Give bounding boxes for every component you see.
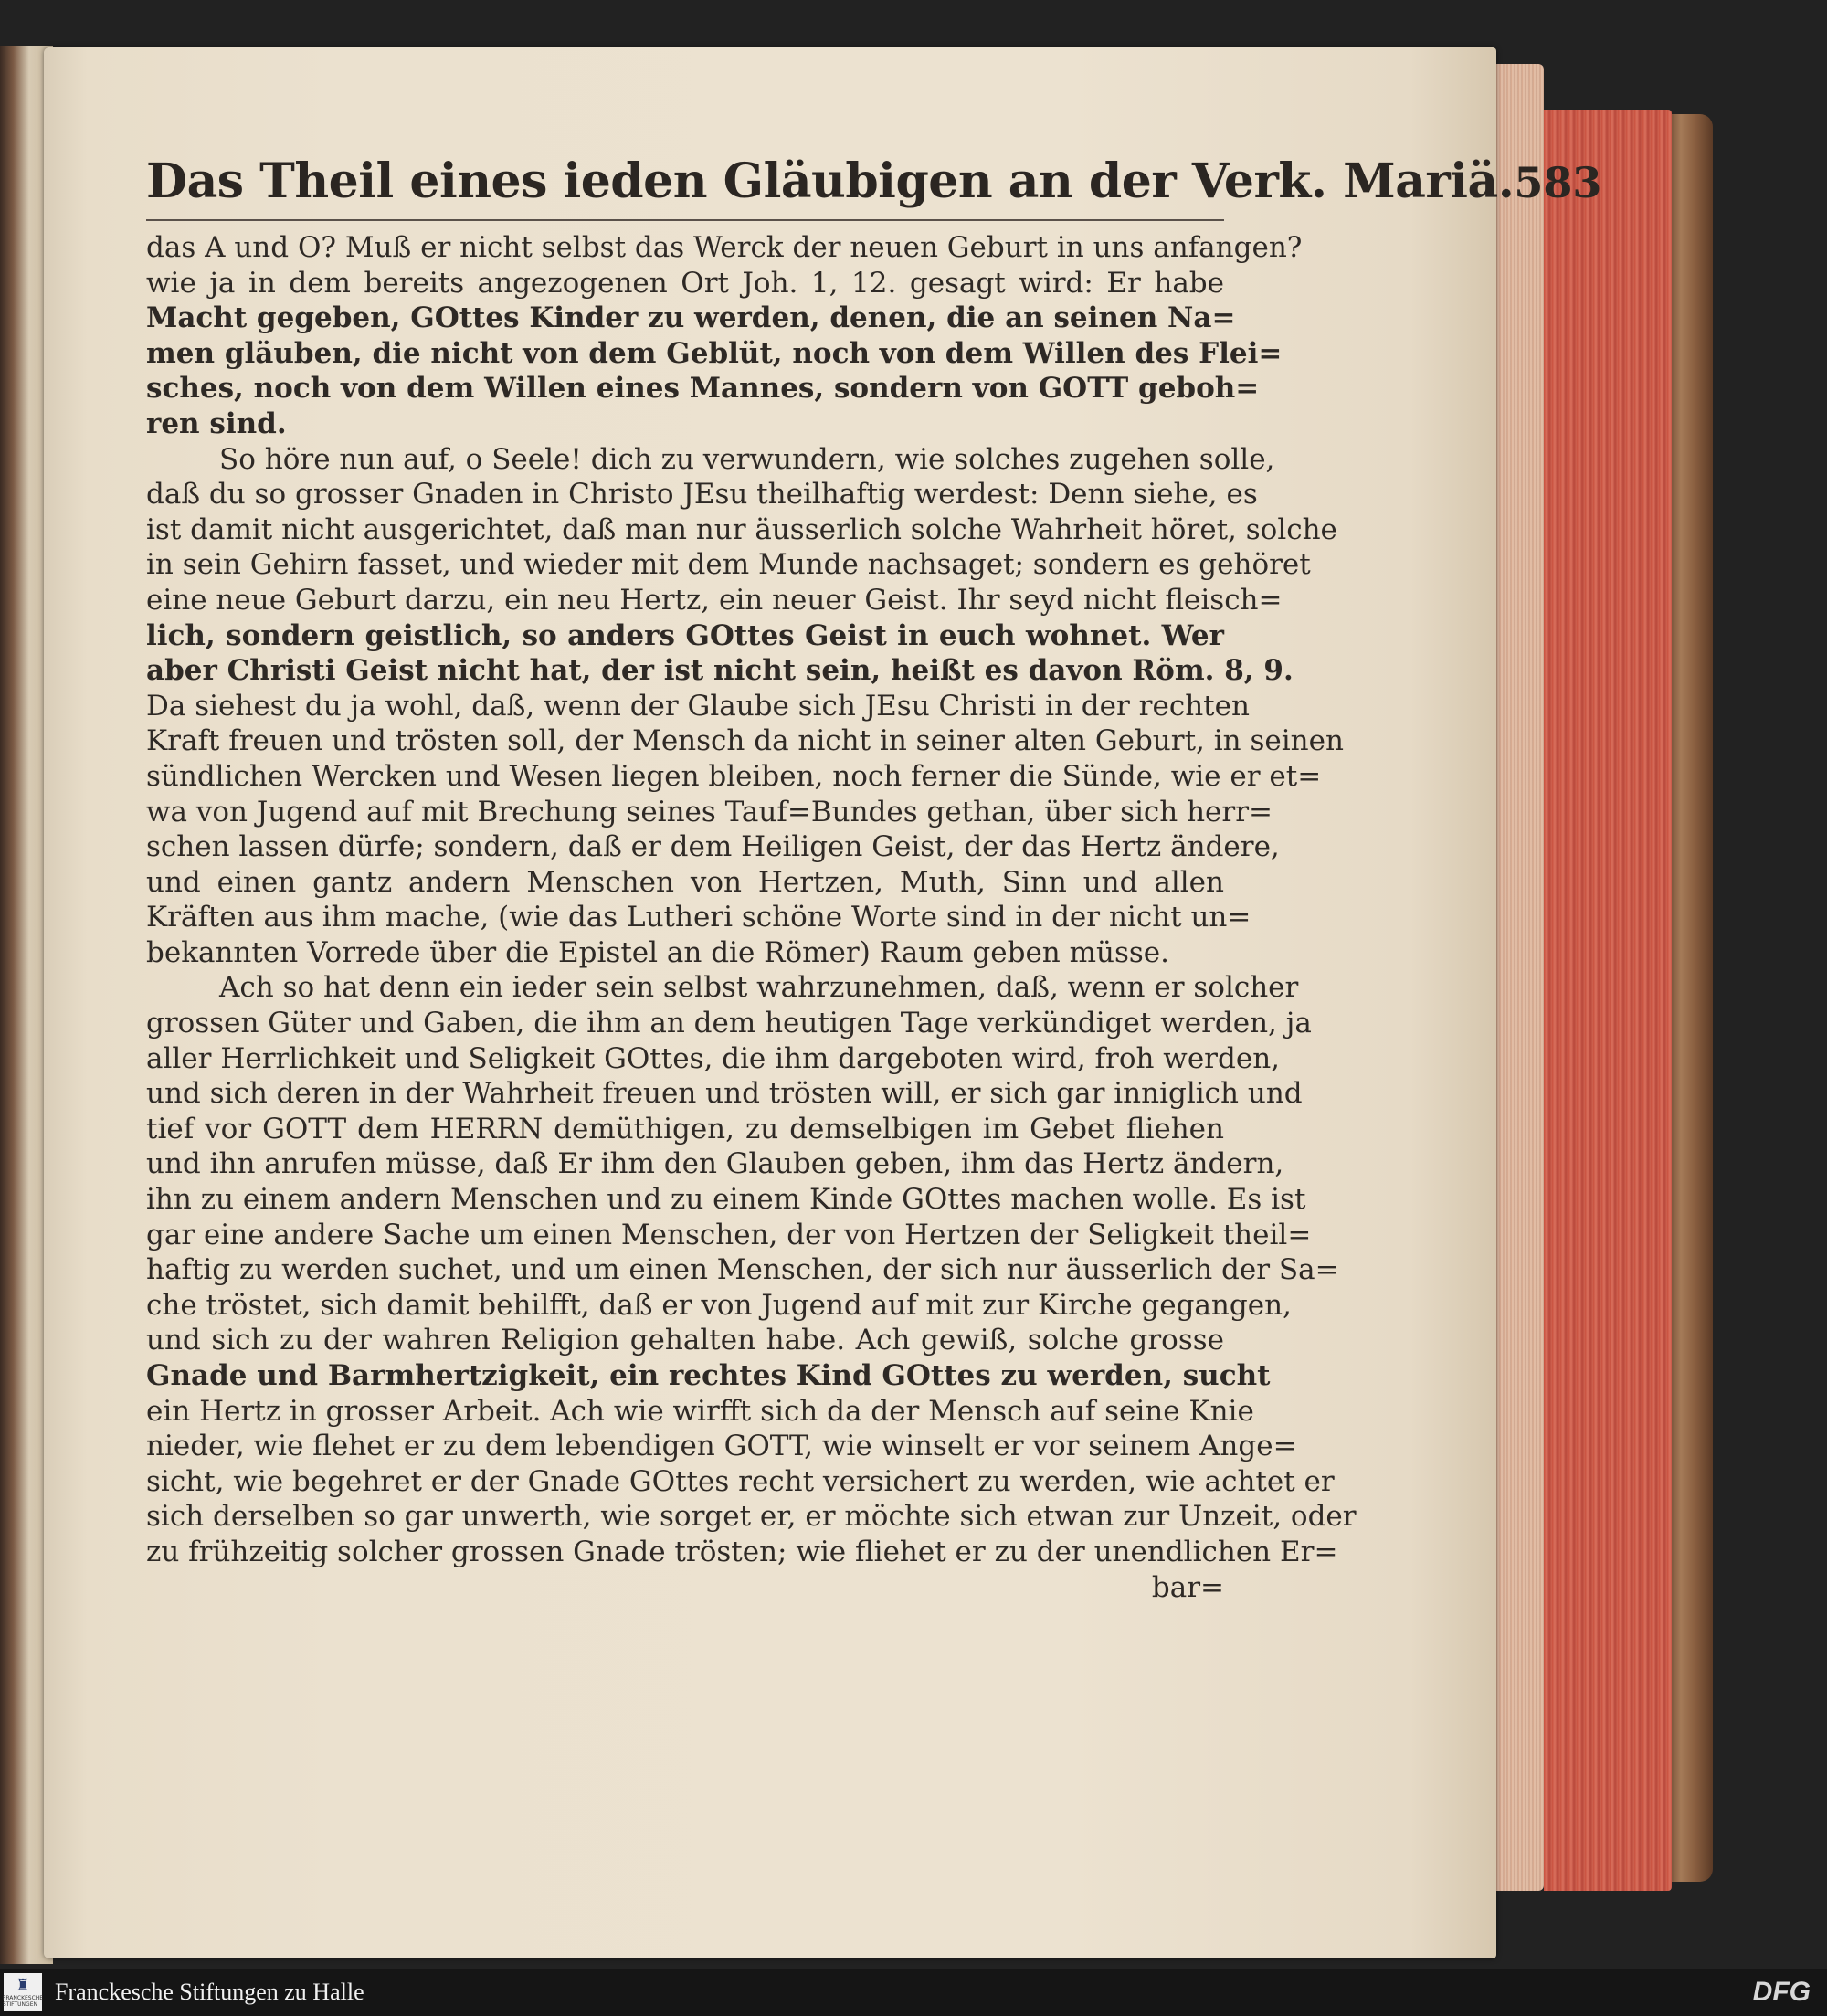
- text-line: ren sind.: [146, 406, 287, 440]
- text-line: bekannten Vorrede über die Epistel an die Römer) Raum geben müsse.: [146, 935, 1169, 969]
- text-line: lich, sondern geistlich, so anders GOttes Geist in euch wohnet. Wer: [146, 618, 1224, 652]
- text-line: aber Christi Geist nicht hat, der ist nicht sein, heißt es davon Röm. 8, 9.: [146, 654, 1294, 688]
- text-line: und einen gantz andern Menschen von Hertzen, Muth, Sinn und allen: [146, 865, 1224, 899]
- catchword: bar=: [1151, 1570, 1224, 1604]
- text-line: Kräften aus ihm mache, (wie das Lutheri schöne Worte sind in der nicht un=: [146, 901, 1251, 934]
- book-cover-edge: [1667, 114, 1713, 1882]
- text-line: das A und O? Muß er nicht selbst das Werck der neuen Geburt in uns anfangen?: [146, 231, 1303, 264]
- text-line: haftig zu werden suchet, und um einen Menschen, der sich nur äusserlich der Sa=: [146, 1253, 1339, 1287]
- text-line: wie ja in dem bereits angezogenen Ort Joh. 1, 12. gesagt wird: Er habe: [146, 266, 1224, 300]
- text-line: ist damit nicht ausgerichtet, daß man nur äusserlich solche Wahrheit höret, solche: [146, 512, 1337, 546]
- text-line: und ihn anrufen müsse, daß Er ihm den Glauben geben, ihm das Hertz ändern,: [146, 1147, 1284, 1181]
- text-line: men gläuben, die nicht von dem Geblüt, noch von dem Willen des Flei=: [146, 336, 1283, 370]
- text-line: und sich deren in der Wahrheit freuen und trösten will, er sich gar inniglich und: [146, 1077, 1303, 1111]
- text-line: Kraft freuen und trösten soll, der Mensch da nicht in seiner alten Geburt, in seinen: [146, 724, 1344, 758]
- text-line: sich derselben so gar unwerth, wie sorget er, er möchte sich etwan zur Unzeit, oder: [146, 1500, 1357, 1534]
- viewer-footer: [0, 1969, 1827, 2016]
- text-line: aller Herrlichkeit und Seligkeit GOttes, die ihm dargeboten wird, froh werden,: [146, 1041, 1281, 1075]
- text-line: sündlichen Wercken und Wesen liegen bleiben, noch ferner die Sünde, wie er et=: [146, 759, 1322, 793]
- red-page-edges: [1544, 110, 1672, 1891]
- header-rule: [146, 219, 1224, 221]
- text-line: Macht gegeben, GOttes Kinder zu werden, denen, die an seinen Na=: [146, 301, 1236, 335]
- institution-logo[interactable]: [4, 1973, 42, 2011]
- institution-name[interactable]: Franckesche Stiftungen zu Halle: [55, 1979, 364, 2005]
- page-block-edge: [1489, 64, 1544, 1891]
- text-line: daß du so grosser Gnaden in Christo JEsu theilhaftig werdest: Denn siehe, es: [146, 478, 1258, 512]
- text-line: Gnade und Barmhertzigkeit, ein rechtes Kind GOttes zu werden, sucht: [146, 1359, 1271, 1392]
- page-number: 583: [1514, 158, 1602, 207]
- dfg-logo[interactable]: DFG: [1752, 1977, 1811, 2007]
- text-line: eine neue Geburt darzu, ein neu Hertz, ein neuer Geist. Ihr seyd nicht fleisch=: [146, 583, 1283, 617]
- logo-caption: FRANCKESCHE STIFTUNGEN: [2, 1995, 44, 2008]
- running-title: Das Theil eines ieden Gläubigen an der Verk. Mariä.: [146, 153, 1515, 209]
- page-header: [146, 153, 1602, 209]
- text-line: in sein Gehirn fasset, und wieder mit dem Munde nachsaget; sondern es gehöret: [146, 548, 1311, 582]
- text-line: ihn zu einem andern Menschen und zu einem Kinde GOttes machen wolle. Es ist: [146, 1183, 1306, 1217]
- text-line: und sich zu der wahren Religion gehalten habe. Ach gewiß, solche grosse: [146, 1324, 1224, 1357]
- text-line: Ach so hat denn ein ieder sein selbst wahrzunehmen, daß, wenn er solcher: [219, 971, 1299, 1005]
- text-line: sches, noch von dem Willen eines Mannes, sondern von GOTT geboh=: [146, 372, 1260, 406]
- text-line: schen lassen dürfe; sondern, daß er dem Heiligen Geist, der das Hertz ändere,: [146, 830, 1280, 864]
- text-line: che tröstet, sich damit behilfft, daß er von Jugend auf mit zur Kirche gegangen,: [146, 1288, 1292, 1322]
- text-line: nieder, wie flehet er zu dem lebendigen GOTT, wie winselt er vor seinem Ange=: [146, 1430, 1297, 1463]
- text-line: ein Hertz in grosser Arbeit. Ach wie wirfft sich da der Mensch auf seine Knie: [146, 1394, 1254, 1428]
- text-line: tief vor GOTT dem HERRN demüthigen, zu demselbigen im Gebet fliehen: [146, 1112, 1224, 1145]
- text-line: wa von Jugend auf mit Brechung seines Tauf=Bundes gethan, über sich herr=: [146, 795, 1273, 829]
- text-line: sicht, wie begehret er der Gnade GOttes recht versichert zu werden, wie achtet er: [146, 1464, 1335, 1498]
- body-text: [146, 230, 1357, 1605]
- text-line: gar eine andere Sache um einen Menschen, der von Hertzen der Seligkeit theil=: [146, 1218, 1312, 1251]
- text-line: Da siehest du ja wohl, daß, wenn der Glaube sich JEsu Christi in der rechten: [146, 689, 1250, 723]
- tower-icon: ♜: [15, 1976, 31, 1995]
- text-line: grossen Güter und Gaben, die ihm an dem heutigen Tage verkündiget werden, ja: [146, 1007, 1312, 1040]
- text-line: zu frühzeitig solcher grossen Gnade trösten; wie fliehet er zu der unendlichen Er=: [146, 1535, 1338, 1568]
- text-line: So höre nun auf, o Seele! dich zu verwundern, wie solches zugehen solle,: [219, 442, 1275, 476]
